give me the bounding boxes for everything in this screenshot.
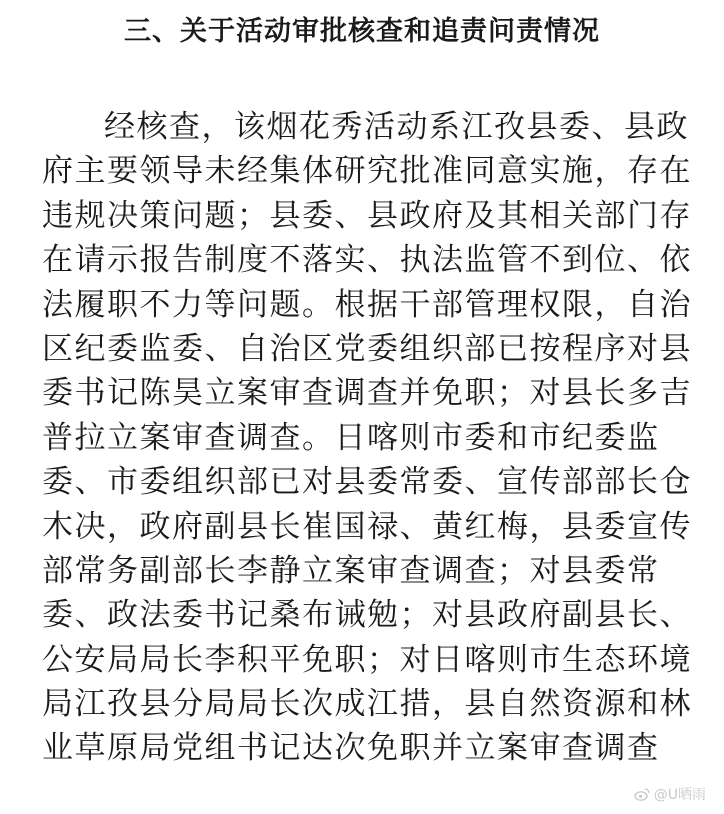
paragraph-line: 违规决策问题；县委、县政府及其相关部门存	[42, 197, 692, 234]
watermark-text: @U晒雨	[653, 787, 706, 803]
paragraph-line: 委、政法委书记桑布诫勉；对县政府副县长、	[42, 597, 692, 634]
paragraph-line: 府主要领导未经集体研究批准同意实施，存在	[42, 153, 692, 190]
paragraph-line: 委书记陈昊立案审查调查并免职；对县长多吉	[42, 375, 692, 412]
paragraph	[42, 105, 692, 771]
paragraph-line: 公安局局长李积平免职；对日喀则市生态环境	[42, 641, 692, 678]
paragraph-line: 木决，政府副县长崔国禄、黄红梅，县委宣传	[42, 508, 692, 545]
weibo-icon	[634, 786, 650, 802]
paragraph-line: 局江孜县分局局长次成江措，县自然资源和林	[42, 686, 692, 723]
paragraph-line: 委、市委组织部已对县委常委、宣传部部长仓	[42, 464, 692, 501]
paragraph-line: 经核查，该烟花秀活动系江孜县委、县政	[104, 109, 689, 145]
watermark	[634, 784, 706, 804]
section-heading: 三、关于活动审批核查和追责问责情况	[124, 16, 600, 47]
paragraph-line: 普拉立案审查调查。日喀则市委和市纪委监	[42, 419, 660, 456]
paragraph-line: 法履职不力等问题。根据干部管理权限，自治	[42, 286, 692, 323]
paragraph-line: 在请示报告制度不落实、执法监管不到位、依	[42, 242, 692, 279]
paragraph-line: 区纪委监委、自治区党委组织部已按程序对县	[42, 330, 692, 367]
paragraph-line: 业草原局党组书记达次免职并立案审查调查	[42, 730, 660, 767]
paragraph-line: 部常务副部长李静立案审查调查；对县委常	[42, 552, 660, 589]
